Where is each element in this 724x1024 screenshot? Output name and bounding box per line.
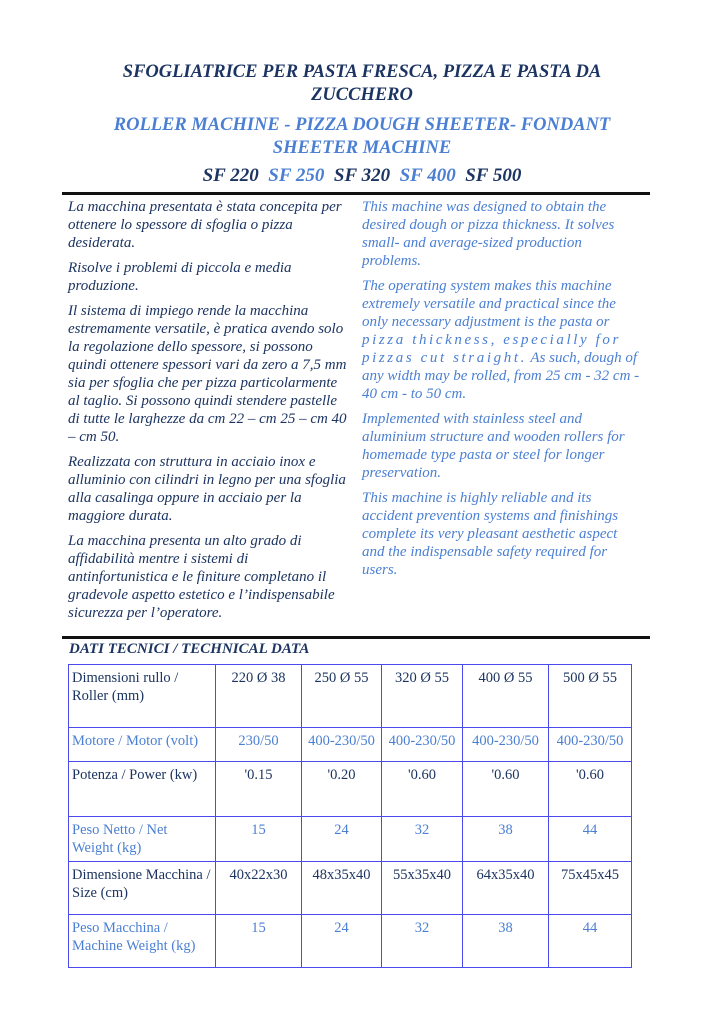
model: SF 220 xyxy=(202,165,259,186)
paragraph: La macchina presentata è stata concepita per ottenere lo spessore di sfoglia o pizza desiderata. xyxy=(68,199,342,251)
model-list xyxy=(90,164,634,187)
technical-data-table xyxy=(68,664,632,968)
paragraph: Il sistema di impiego rende la macchina estremamente versatile, è pratica avendo solo la regolazione dello spessore, si possono quindi ottenere spessori vari da zero a 7,5 mm sia per sfoglia che per pizza particolarmente al taglio. Si possono quindi stendere pastelle di tutte le larghezze da cm 22 – cm 25 – cm 40 – cm 50. xyxy=(68,303,347,445)
paragraph: This machine was designed to obtain the desired dough or pizza thickness. It solves small- and average-sized production problems. xyxy=(362,199,615,269)
table-cell: 64x35x40 xyxy=(463,862,549,915)
title-italian: SFOGLIATRICE PER PASTA FRESCA, PIZZA E PASTA DA ZUCCHERO xyxy=(122,62,602,105)
model: SF 320 xyxy=(333,165,391,186)
row-label: Peso Macchina / Machine Weight (kg) xyxy=(69,915,216,968)
paragraph: Implemented with stainless steel and aluminium structure and wooden rollers for homemade type pasta or steel for longer preservation. xyxy=(362,411,625,481)
table-cell: 230/50 xyxy=(216,728,302,762)
row-label: Dimensione Macchina / Size (cm) xyxy=(69,862,216,915)
row-label: Motore / Motor (volt) xyxy=(69,728,216,762)
table-cell: 40x22x30 xyxy=(216,862,302,915)
table-cell: '0.60 xyxy=(463,762,549,817)
english-description xyxy=(362,198,642,586)
table-cell: 44 xyxy=(549,915,632,968)
table-cell: 38 xyxy=(463,817,549,862)
row-label: Peso Netto / Net Weight (kg) xyxy=(69,817,216,862)
table-row xyxy=(69,862,632,915)
technical-data-heading: DATI TECNICI / TECHNICAL DATA xyxy=(69,641,310,657)
paragraph xyxy=(362,277,642,403)
table-cell: 400-230/50 xyxy=(382,728,463,762)
table-cell: 220 Ø 38 xyxy=(216,665,302,728)
table-cell: 44 xyxy=(549,817,632,862)
table-cell: 24 xyxy=(302,817,382,862)
table-cell: 24 xyxy=(302,915,382,968)
paragraph: This machine is highly reliable and its accident prevention systems and finishings complete its very pleasant aesthetic aspect and the indispensable safety required for users. xyxy=(362,490,619,578)
model: SF 400 xyxy=(399,165,456,186)
paragraph: Risolve i problemi di piccola e media produzione. xyxy=(68,260,292,294)
table-cell: 320 Ø 55 xyxy=(382,665,463,728)
table-cell: 48x35x40 xyxy=(302,862,382,915)
text: The operating system makes this machine extremely versatile and practical since the only necessary adjustment is the pasta or xyxy=(362,278,616,330)
model: SF 500 xyxy=(465,165,522,186)
text: As such, dough of any width may be rolled, from 25 cm - 32 cm - 40 cm - to 50 cm. xyxy=(362,350,640,402)
table-row xyxy=(69,915,632,968)
table-cell: 400-230/50 xyxy=(463,728,549,762)
title-english: ROLLER MACHINE - PIZZA DOUGH SHEETER- FONDANT SHEETER MACHINE xyxy=(113,115,611,158)
table-row xyxy=(69,665,632,728)
table-row xyxy=(69,728,632,762)
table-cell: 400 Ø 55 xyxy=(463,665,549,728)
row-label: Dimensioni rullo / Roller (mm) xyxy=(69,665,216,728)
spaced-text: pizza thickness, especially for pizzas cut straight. xyxy=(362,332,621,366)
table-row xyxy=(69,762,632,817)
table-cell: 400-230/50 xyxy=(302,728,382,762)
italian-description xyxy=(68,198,350,629)
divider xyxy=(62,636,650,639)
model: SF 250 xyxy=(268,165,325,186)
table-cell: 75x45x45 xyxy=(549,862,632,915)
table-cell: '0.60 xyxy=(549,762,632,817)
table-cell: 32 xyxy=(382,915,463,968)
paragraph: La macchina presenta un alto grado di affidabilità mentre i sistemi di antinfortunistica e le finiture completano il gradevole aspetto estetico e l’indispensabile sicurezza per l’operatore. xyxy=(68,533,335,621)
table-cell: 32 xyxy=(382,817,463,862)
table-row xyxy=(69,817,632,862)
table-cell: 15 xyxy=(216,915,302,968)
table-cell: 500 Ø 55 xyxy=(549,665,632,728)
table-cell: 55x35x40 xyxy=(382,862,463,915)
table-cell: '0.15 xyxy=(216,762,302,817)
table-cell: 400-230/50 xyxy=(549,728,632,762)
row-label: Potenza / Power (kw) xyxy=(69,762,216,817)
table-cell: 38 xyxy=(463,915,549,968)
table-cell: '0.60 xyxy=(382,762,463,817)
paragraph: Realizzata con struttura in acciaio inox e alluminio con cilindri in legno per una sfoglia alla casalinga oppure in acciaio per la maggiore durata. xyxy=(68,454,346,524)
divider xyxy=(62,192,650,195)
table-cell: '0.20 xyxy=(302,762,382,817)
table-cell: 250 Ø 55 xyxy=(302,665,382,728)
table-cell: 15 xyxy=(216,817,302,862)
